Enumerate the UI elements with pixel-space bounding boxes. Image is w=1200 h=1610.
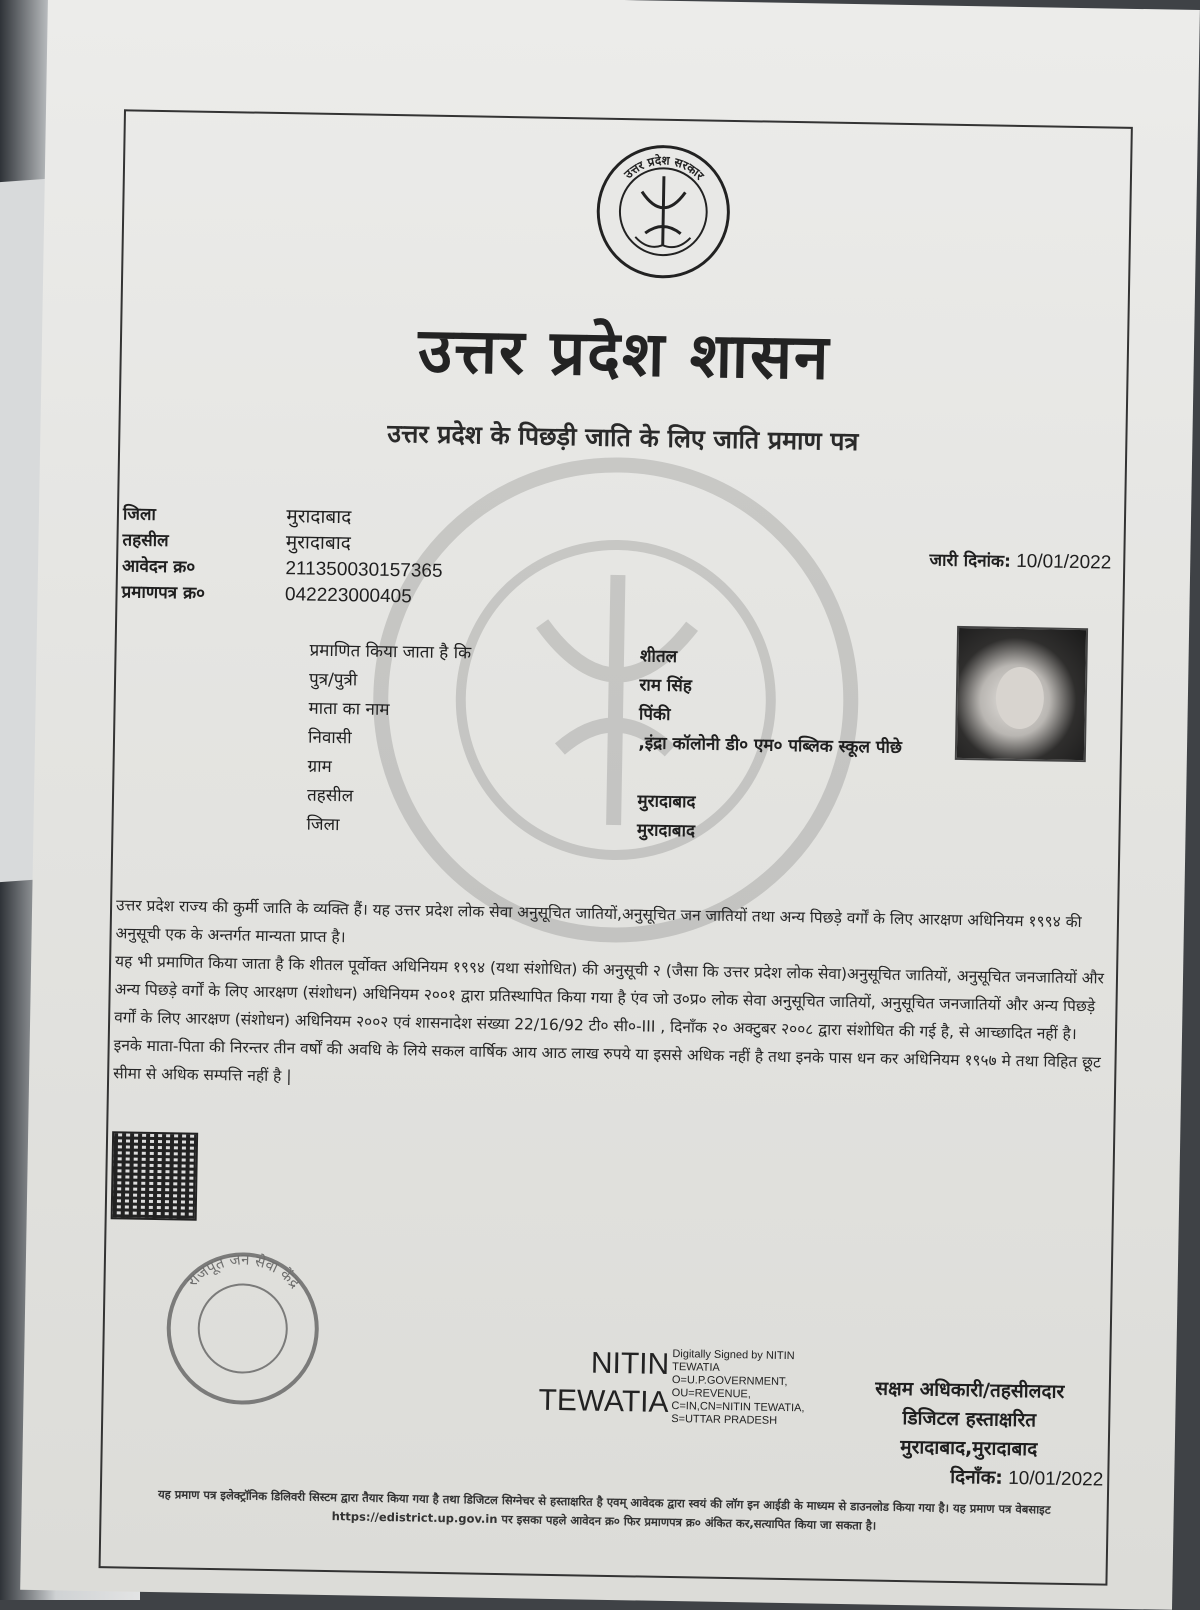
meta-label: आवेदन क्र०	[121, 556, 196, 578]
issue-date-label: जारी दिनांक:	[929, 550, 1012, 572]
detail-value: राम सिंह	[639, 675, 692, 697]
signature-info-line: O=U.P.GOVERNMENT,	[671, 1374, 788, 1389]
signature-info-line: Digitally Signed by NITIN	[672, 1348, 795, 1363]
qr-code	[111, 1131, 199, 1220]
signature-info-line: OU=REVENUE,	[671, 1387, 751, 1401]
detail-value: मुरादाबाद	[636, 820, 696, 842]
certificate-meta	[121, 501, 443, 611]
page-title: उत्तर प्रदेश शासन	[417, 313, 832, 394]
meta-label: जिला	[122, 504, 157, 525]
detail-value: पिंकी	[638, 704, 671, 725]
authority-line-3: मुरादाबाद,मुरादाबाद	[900, 1436, 1038, 1461]
detail-label: प्रमाणित किया जाता है कि	[309, 640, 472, 664]
certificate-body	[113, 891, 1106, 1104]
detail-label: जिला	[306, 814, 340, 836]
authority-line-2: डिजिटल हस्ताक्षरित	[902, 1407, 1037, 1432]
signature-info	[671, 1348, 847, 1429]
applicant-photo	[955, 626, 1088, 762]
meta-value: मुरादाबाद	[286, 506, 352, 529]
meta-value: 042223000405	[284, 584, 412, 608]
rubber-stamp-seal	[161, 1247, 324, 1410]
issue-date	[929, 547, 1111, 574]
certificate-border	[99, 109, 1133, 1585]
meta-value: मुरादाबाद	[285, 532, 351, 555]
body-paragraph-2: यह भी प्रमाणित किया जाता है कि शीतल पूर्वोक्त अधिनियम १९९४ (यथा संशोधित) की अनुसूची २ (जैसा कि उत्तर प्रदेश लोक सेवा)अनुसूचित जातियों, अनुसूचित जनजातियों और अन्य पिछड़े वर्गों के लिए आरक्षण (संशोधन) अधिनियम २००१ द्वारा प्रतिस्थापित किया गया है एंव जो उ०प्र० लोक सेवा अनुसूचित जातियों, अनुसूचित जनजातियों और अन्य पिछड़े वर्गों के लिए आरक्षण (संशोधन) अधिनियम २००२ एवं शासनादेश संख्या 22/16/92 टी० सी०-III , दिनाँक २० अक्टुबर २००८ द्वारा संशोधित की गई है, से आच्छादित नहीं है।इनके माता-पिता की निरन्तर तीन वर्षों की अवधि के लिये सकल वार्षिक आय आठ लाख रुपये या इससे अधिक नहीं है तथा इनके पास धन कर अधिनियम १९५७ मे तथा विहित छूट सीमा से अधिक सम्पत्ति नहीं है |	[113, 952, 1105, 1086]
meta-label: तहसील	[122, 530, 169, 552]
detail-value: ,इंद्रा कॉलोनी डी० एम० पब्लिक स्कूल पीछे	[638, 733, 903, 758]
signer-name	[528, 1344, 669, 1422]
emblem-text: उत्तर प्रदेश सरकार	[621, 153, 707, 183]
detail-label: माता का नाम	[308, 698, 390, 721]
detail-label: तहसील	[306, 785, 354, 807]
certificate-subtitle: उत्तर प्रदेश के पिछड़ी जाति के लिए जाति प्रमाण पत्र	[387, 418, 859, 457]
signature-info-line: TEWATIA	[672, 1361, 720, 1374]
up-government-emblem	[593, 142, 733, 282]
signature-info-line: C=IN,CN=NITIN TEWATIA,	[671, 1400, 805, 1415]
signature-info-line: S=UTTAR PRADESH	[671, 1413, 778, 1427]
signer-name-line1: NITIN	[590, 1346, 670, 1381]
signer-name-line2: TEWATIA	[538, 1383, 669, 1419]
authority-date-value: 10/01/2022	[1007, 1467, 1104, 1491]
authority-line-1: सक्षम अधिकारी/तहसीलदार	[875, 1377, 1065, 1403]
applicant-details	[306, 637, 903, 850]
seal-text: राजपूत जन सेवा केंद्र	[183, 1250, 304, 1292]
footer-note: यह प्रमाण पत्र इलेक्ट्रॉनिक डिलिवरी सिस्टम द्वारा तैयार किया गया है तथा डिजिटल सिग्नेचर से हस्ताक्षरित है एवम् आवेदक द्वारा स्वयं की लॉग इन आईडी के माध्यम से डाउनलोड किया गया है। यह प्रमाण पत्र वेबसाइट https://edistrict.up.gov.in पर इसका पहले आवेदन क्र० फिर प्रमाणपत्र क्र० अंकित कर,सत्यापित किया जा सकता है।	[157, 1487, 1051, 1533]
authority-date	[833, 1461, 1103, 1495]
meta-row-certificate-no	[121, 579, 442, 611]
detail-label: पुत्र/पुत्री	[308, 669, 358, 691]
certificate-page	[20, 0, 1200, 1610]
meta-value: 211350030157365	[285, 558, 443, 582]
svg-text:राजपूत जन सेवा केंद्र	[183, 1249, 305, 1292]
authority-date-label: दिनाँक:	[950, 1465, 1004, 1489]
detail-label: निवासी	[307, 727, 352, 749]
detail-label: ग्राम	[307, 756, 332, 778]
body-paragraph-1: उत्तर प्रदेश राज्य की कुर्मी जाति के व्यक्ति हैं। यह उत्तर प्रदेश लोक सेवा अनुसूचित जातियों,अनुसूचित जन जातियों तथा अन्य पिछड़े वर्गों के लिए आरक्षण अधिनियम १९९४ की अनुसूची एक के अन्तर्गत मान्यता प्राप्त है।	[115, 896, 1082, 947]
meta-label: प्रमाणपत्र क्र०	[121, 582, 206, 604]
detail-value: मुरादाबाद	[637, 791, 696, 813]
issuing-authority	[833, 1374, 1105, 1495]
detail-value: शीतल	[639, 646, 678, 668]
photo-face	[995, 667, 1044, 730]
issue-date-value: 10/01/2022	[1015, 550, 1112, 574]
